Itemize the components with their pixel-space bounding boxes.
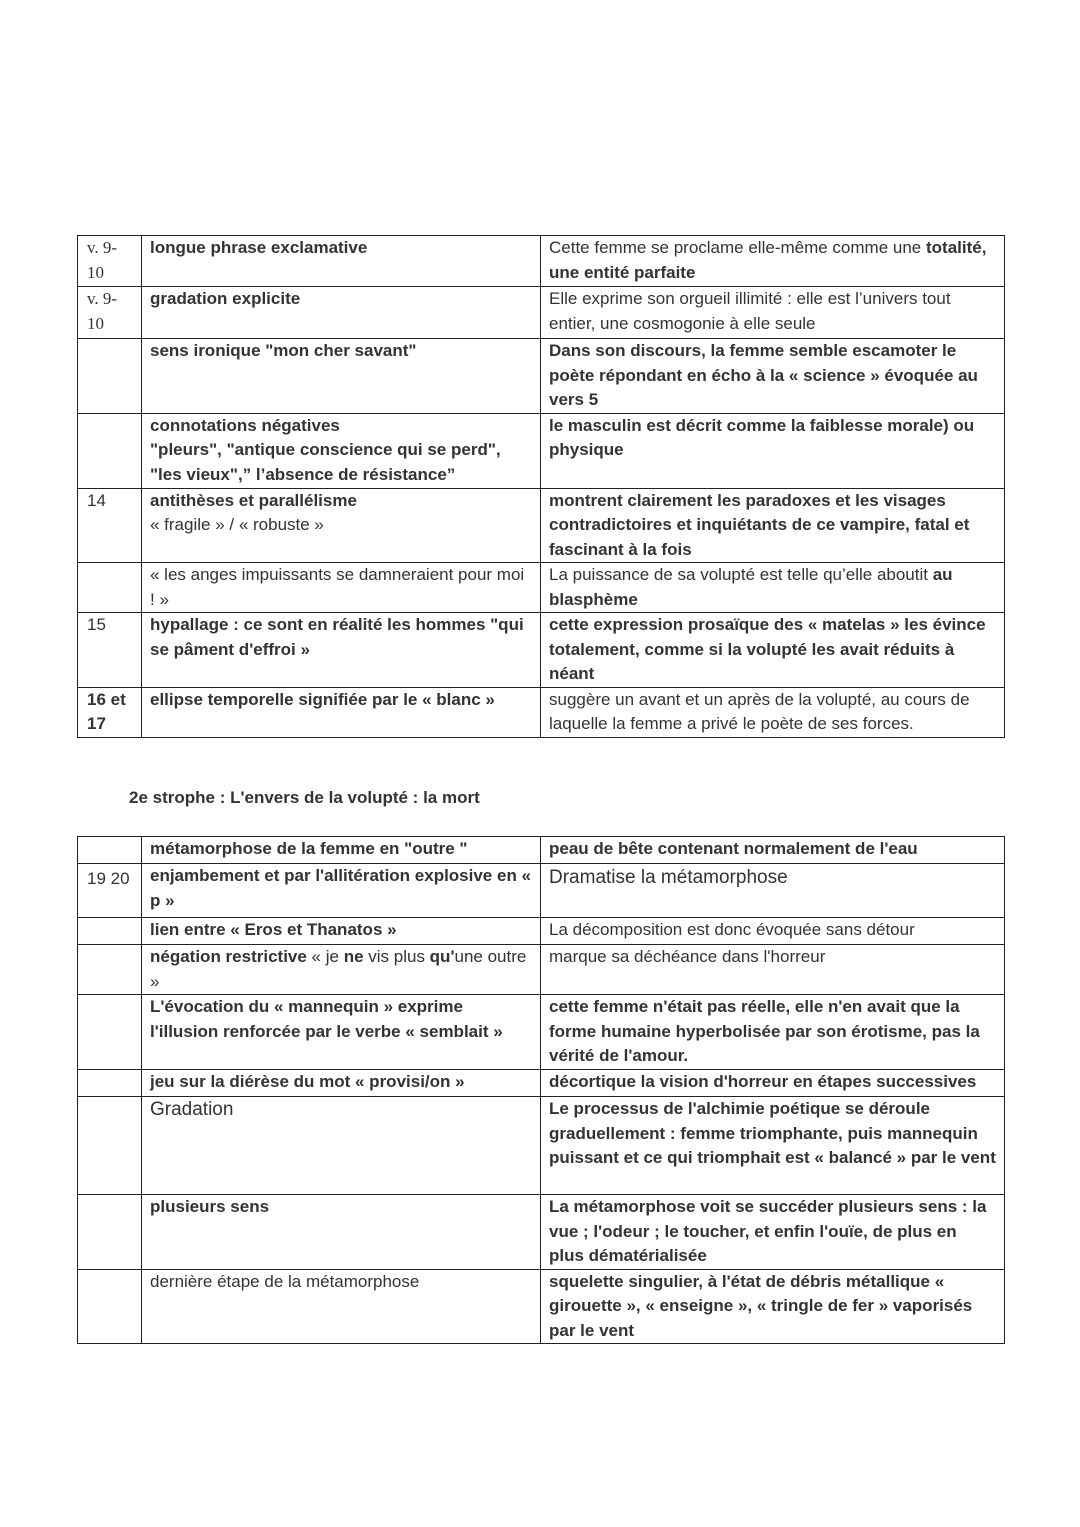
table-row bbox=[78, 339, 1005, 414]
interpretation: cette femme n'était pas réelle, elle n'en avait que la forme humaine hyperbolisée par son érotisme, pas la vérité de l'amour. bbox=[541, 995, 1005, 1070]
table-row bbox=[78, 1097, 1005, 1195]
interpretation: La métamorphose voit se succéder plusieurs sens : la vue ; l'odeur ; le toucher, et enfin l'ouïe, de plus en plus dématérialisée bbox=[541, 1195, 1005, 1270]
verse-ref: 16 et 17 bbox=[78, 687, 142, 737]
interpretation: montrent clairement les paradoxes et les visages contradictoires et inquiétants de ce vampire, fatal et fascinant à la fois bbox=[541, 488, 1005, 563]
stylistic-device: enjambement et par l'allitération explosive en « p » bbox=[142, 864, 541, 918]
stylistic-device: métamorphose de la femme en "outre " bbox=[142, 837, 541, 864]
verse-ref bbox=[78, 995, 142, 1070]
verse-ref bbox=[78, 563, 142, 613]
table-row bbox=[78, 687, 1005, 737]
stylistic-device: lien entre « Eros et Thanatos » bbox=[142, 918, 541, 945]
table-row bbox=[78, 995, 1005, 1070]
verse-ref bbox=[78, 1195, 142, 1270]
section-heading: 2e strophe : L'envers de la volupté : la mort bbox=[129, 788, 480, 807]
verse-ref bbox=[78, 918, 142, 945]
verse-ref bbox=[78, 1070, 142, 1097]
verse-ref bbox=[78, 1097, 142, 1195]
stylistic-device: ellipse temporelle signifiée par le « blanc » bbox=[142, 687, 541, 737]
analysis-table-stanza-2 bbox=[77, 836, 1005, 1344]
table-row bbox=[78, 837, 1005, 864]
interpretation: squelette singulier, à l'état de débris métallique « girouette », « enseigne », « tringle de fer » vaporisés par le vent bbox=[541, 1269, 1005, 1344]
interpretation: suggère un avant et un après de la volupté, au cours de laquelle la femme a privé le poète de ses forces. bbox=[541, 687, 1005, 737]
interpretation: Cette femme se proclame elle-même comme une totalité, une entité parfaite bbox=[541, 236, 1005, 287]
stylistic-device: gradation explicite bbox=[142, 287, 541, 339]
stylistic-device: « les anges impuissants se damneraient pour moi ! » bbox=[142, 563, 541, 613]
interpretation: La puissance de sa volupté est telle qu’elle aboutit au blasphème bbox=[541, 563, 1005, 613]
interpretation: cette expression prosaïque des « matelas » les évince totalement, comme si la volupté les avait réduits à néant bbox=[541, 613, 1005, 688]
analysis-table-stanza-1 bbox=[77, 235, 1005, 738]
verse-ref bbox=[78, 413, 142, 488]
table-row bbox=[78, 563, 1005, 613]
table-row bbox=[78, 1070, 1005, 1097]
verse-ref bbox=[78, 339, 142, 414]
table-row bbox=[78, 1195, 1005, 1270]
table-row bbox=[78, 945, 1005, 995]
interpretation: La décomposition est donc évoquée sans détour bbox=[541, 918, 1005, 945]
interpretation: Dans son discours, la femme semble escamoter le poète répondant en écho à la « science » évoquée au vers 5 bbox=[541, 339, 1005, 414]
interpretation: Le processus de l'alchimie poétique se déroule graduellement : femme triomphante, puis mannequin puissant et ce qui triomphait est « balancé » par le vent bbox=[541, 1097, 1005, 1195]
interpretation: Dramatise la métamorphose bbox=[541, 864, 1005, 918]
table-row bbox=[78, 488, 1005, 563]
table-row bbox=[78, 864, 1005, 918]
interpretation: le masculin est décrit comme la faiblesse morale) ou physique bbox=[541, 413, 1005, 488]
verse-ref: 15 bbox=[78, 613, 142, 688]
stylistic-device: sens ironique "mon cher savant" bbox=[142, 339, 541, 414]
interpretation: peau de bête contenant normalement de l'eau bbox=[541, 837, 1005, 864]
table-row bbox=[78, 287, 1005, 339]
stylistic-device: dernière étape de la métamorphose bbox=[142, 1269, 541, 1344]
stylistic-device: Gradation bbox=[142, 1097, 541, 1195]
interpretation: marque sa déchéance dans l'horreur bbox=[541, 945, 1005, 995]
verse-ref: 19 20 bbox=[78, 864, 142, 918]
table-row bbox=[78, 613, 1005, 688]
stylistic-device: plusieurs sens bbox=[142, 1195, 541, 1270]
verse-ref: v. 9-10 bbox=[78, 287, 142, 339]
table-row bbox=[78, 918, 1005, 945]
stylistic-device: négation restrictive « je ne vis plus qu'une outre » bbox=[142, 945, 541, 995]
stylistic-device: longue phrase exclamative bbox=[142, 236, 541, 287]
verse-ref bbox=[78, 1269, 142, 1344]
verse-ref: 14 bbox=[78, 488, 142, 563]
stylistic-device: hypallage : ce sont en réalité les hommes "qui se pâment d'effroi » bbox=[142, 613, 541, 688]
verse-ref: v. 9-10 bbox=[78, 236, 142, 287]
verse-ref bbox=[78, 837, 142, 864]
table-row bbox=[78, 1269, 1005, 1344]
stylistic-device: L'évocation du « mannequin » exprime l'illusion renforcée par le verbe « semblait » bbox=[142, 995, 541, 1070]
table-row bbox=[78, 413, 1005, 488]
stylistic-device: connotations négatives "pleurs", "antique conscience qui se perd", "les vieux",” l’absence de résistance” bbox=[142, 413, 541, 488]
verse-ref bbox=[78, 945, 142, 995]
interpretation: décortique la vision d'horreur en étapes successives bbox=[541, 1070, 1005, 1097]
stylistic-device: antithèses et parallélisme « fragile » / « robuste » bbox=[142, 488, 541, 563]
interpretation: Elle exprime son orgueil illimité : elle est l’univers tout entier, une cosmogonie à elle seule bbox=[541, 287, 1005, 339]
table-row bbox=[78, 236, 1005, 287]
stylistic-device: jeu sur la diérèse du mot « provisi/on » bbox=[142, 1070, 541, 1097]
